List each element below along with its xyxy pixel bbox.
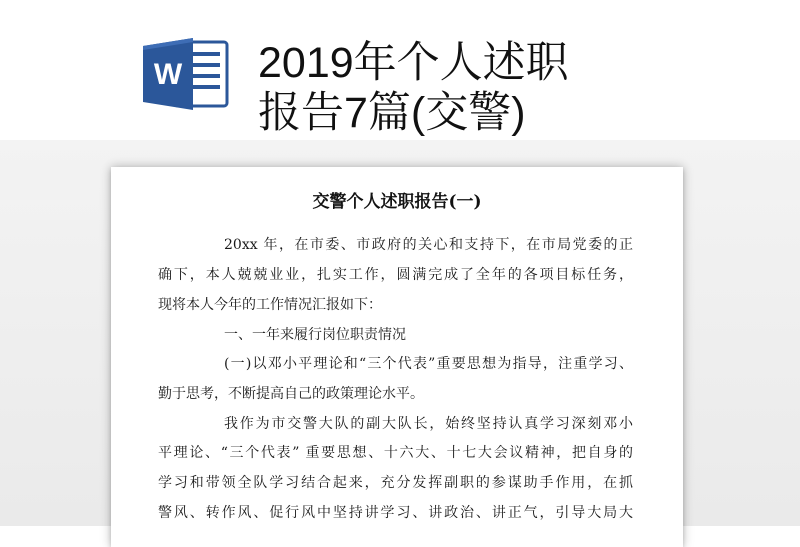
document-title: 交警个人述职报告(一) [312, 192, 482, 212]
paragraph-line: 我作为市交警大队的副大队长，始终坚持认真学习深刻邓小 [224, 416, 633, 432]
word-icon-letter: W [153, 58, 183, 91]
paragraph-line: 现将本人今年的工作情况汇报如下： [158, 297, 382, 313]
banner-title-line-1: 2019年个人述职 [258, 39, 569, 87]
paragraph-line: 学习和带领全队学习结合起来，充分发挥副职的参谋助手作用，在抓 [158, 475, 633, 491]
banner [0, 0, 800, 140]
paragraph-line: 确下，本人兢兢业业，扎实工作，圆满完成了全年的各项目标任务， [158, 267, 633, 283]
paragraph-line: 警风、转作风、促行风中坚持讲学习、讲政治、讲正气，引导大局大 [158, 505, 633, 521]
paragraph-line: (一)以邓小平理论和“三个代表”重要思想为指导，注重学习、 [224, 356, 633, 372]
paragraph-line: 勤于思考，不断提高自己的政策理论水平。 [158, 386, 424, 402]
paragraph-line: 平理论、“三个代表” 重要思想、十六大、十七大会议精神，把自身的 [158, 445, 633, 461]
banner-title [258, 38, 569, 138]
paragraph-line: 20xx 年，在市委、市政府的关心和支持下，在市局党委的正 [224, 237, 633, 253]
banner-title-line-2: 报告7篇(交警) [258, 89, 526, 137]
word-document-icon [141, 36, 231, 112]
document-page [111, 167, 683, 547]
section-heading: 一、一年来履行岗位职责情况 [224, 327, 406, 343]
